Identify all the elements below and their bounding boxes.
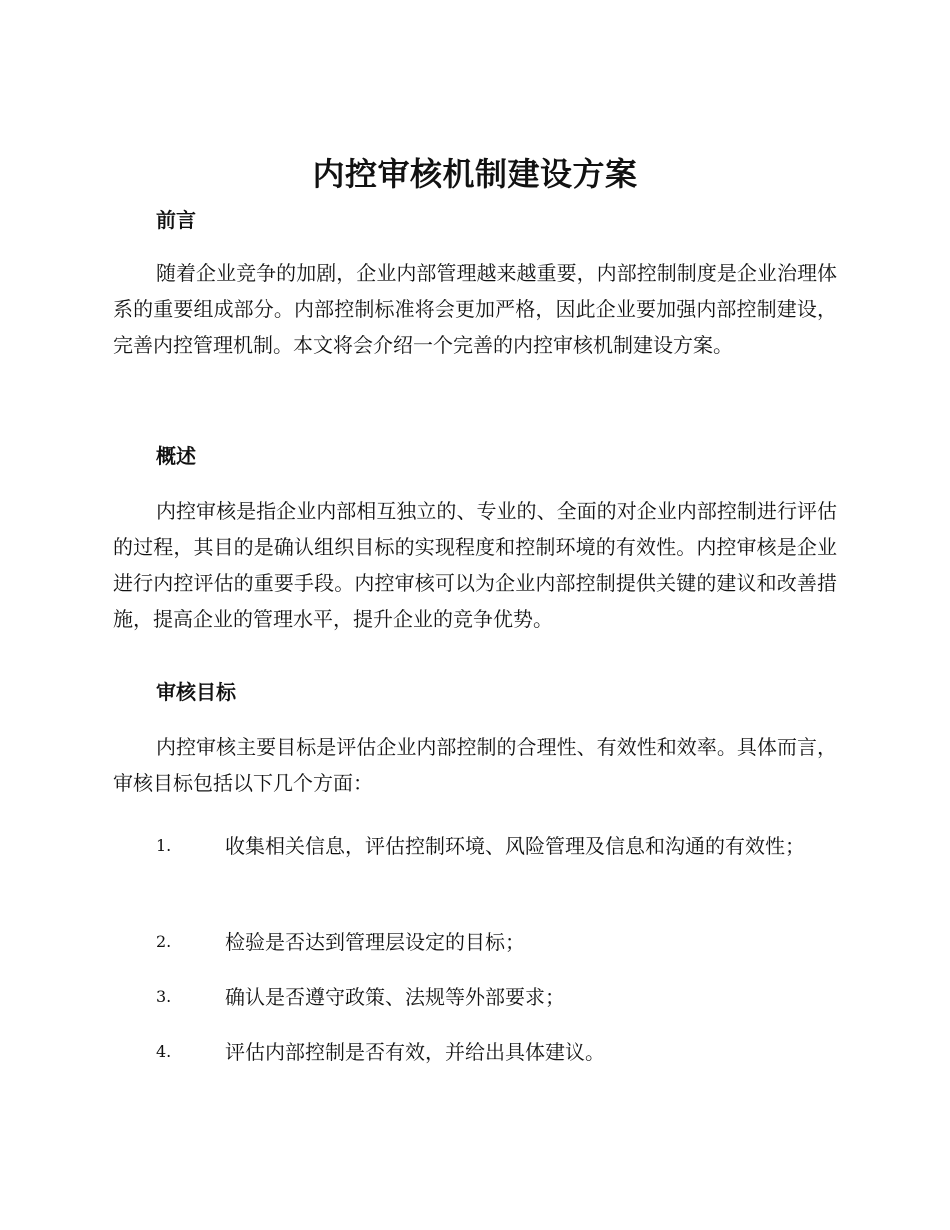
section-heading-audit-goals: 审核目标 [156, 680, 236, 704]
list-item [113, 1030, 837, 1074]
list-item-number: 1. [156, 836, 172, 855]
list-item-number: 3. [156, 987, 172, 1006]
list-item-text: 评估内部控制是否有效，并给出具体建议。 [225, 1040, 605, 1064]
document-title: 内控审核机制建设方案 [312, 155, 638, 193]
list-item-text: 确认是否遵守政策、法规等外部要求； [225, 985, 565, 1009]
section-heading-overview: 概述 [156, 444, 196, 468]
list-item-number: 2. [156, 932, 172, 951]
list-item-text: 收集相关信息，评估控制环境、风险管理及信息和沟通的有效性； [225, 834, 805, 858]
list-item-number: 4. [156, 1042, 172, 1061]
list-item [113, 975, 837, 1019]
list-item-text: 检验是否达到管理层设定的目标； [225, 930, 525, 954]
list-item [113, 920, 837, 964]
section-paragraph-overview: 内控审核是指企业内部相互独立的、专业的、全面的对企业内部控制进行评估的过程，其目的是确认组织目标的实现程度和控制环境的有效性。内控审核是企业进行内控评估的重要手段。内控审核可以为企业内部控制提供关键的建议和改善措施，提高企业的管理水平，提升企业的竞争优势。 [113, 499, 837, 631]
section-paragraph-audit-goals: 内控审核主要目标是评估企业内部控制的合理性、有效性和效率。具体而言，审核目标包括以下几个方面： [113, 735, 837, 795]
section-heading-preface: 前言 [156, 208, 196, 232]
section-paragraph-preface: 随着企业竞争的加剧，企业内部管理越来越重要，内部控制制度是企业治理体系的重要组成部分。内部控制标准将会更加严格，因此企业要加强内部控制建设，完善内控管理机制。本文将会介绍一个完善的内控审核机制建设方案。 [113, 261, 837, 357]
list-item [113, 824, 837, 868]
